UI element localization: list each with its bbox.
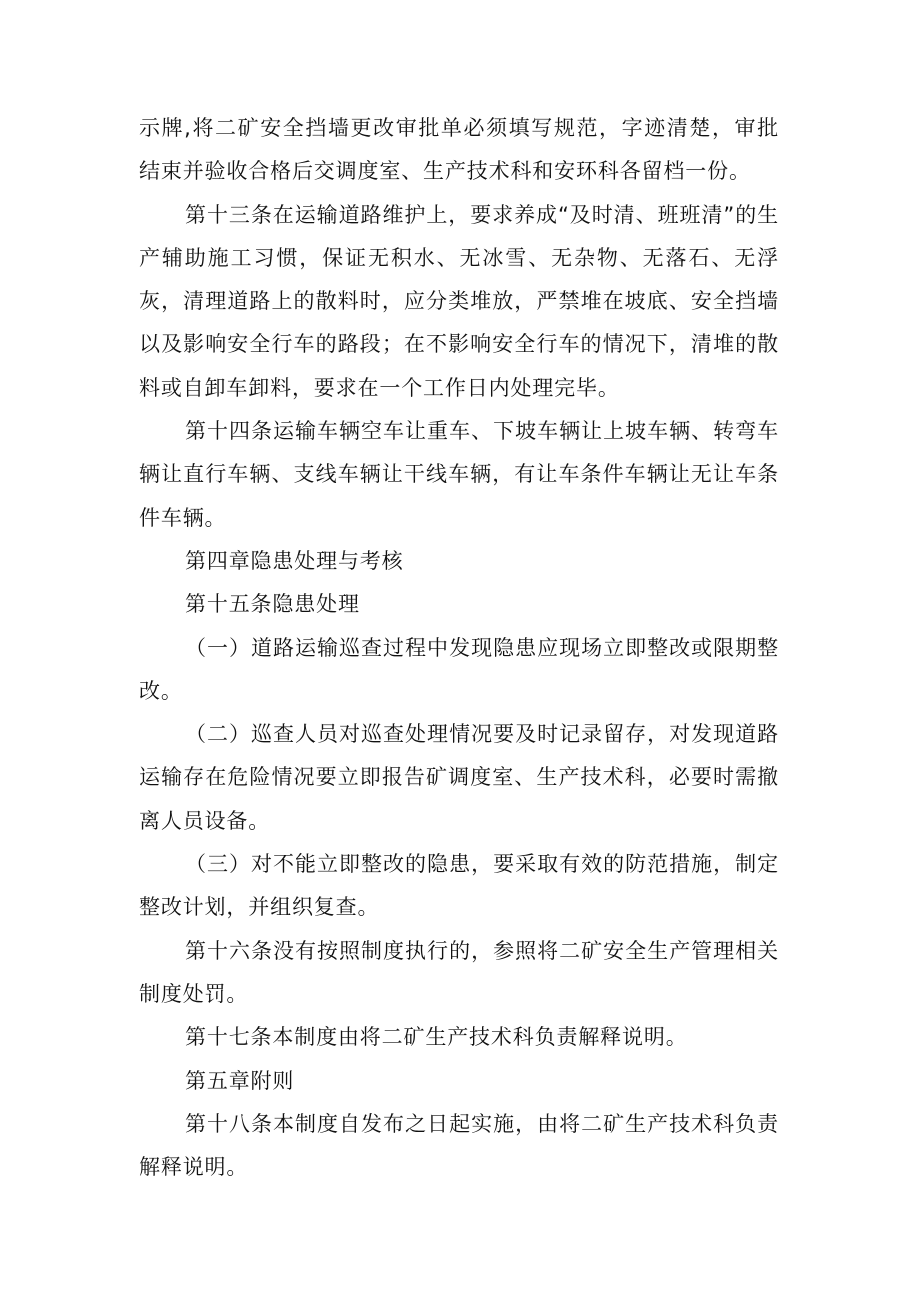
- list-item-2: （二）巡查人员对巡查处理情况要及时记录留存，对发现道路运输存在危险情况要立即报告矿调度室、生产技术科，必要时需撤离人员设备。: [139, 722, 779, 833]
- list-item-3: （三）对不能立即整改的隐患，要采取有效的防范措施，制定整改计划，并组织复查。: [139, 852, 779, 920]
- paragraph-article-16: 第十六条没有按照制度执行的，参照将二矿安全生产管理相关制度处罚。: [139, 938, 779, 1006]
- chapter-heading-5: 第五章附则: [185, 1068, 295, 1093]
- document-body: [139, 107, 779, 1189]
- paragraph-article-17: 第十七条本制度由将二矿生产技术科负责解释说明。: [185, 1025, 688, 1050]
- paragraph-continuation: 示牌,将二矿安全挡墙更改审批单必须填写规范，字迹清楚，审批结束并验收合格后交调度室、生产技术科和安环科各留档一份。: [139, 116, 779, 184]
- chapter-heading-4: 第四章隐患处理与考核: [185, 548, 404, 573]
- paragraph-article-15: 第十五条隐患处理: [185, 592, 360, 617]
- list-item-1: （一）道路运输巡查过程中发现隐患应现场立即整改或限期整改。: [139, 635, 779, 703]
- paragraph-article-13: 第十三条在运输道路维护上，要求养成“及时清、班班清”的生产辅助施工习惯，保证无积水、无冰雪、无杂物、无落石、无浮灰，清理道路上的散料时，应分类堆放，严禁堆在坡底、安全挡墙以及影响安全行车的路段；在不影响安全行车的情况下，清堆的散料或自卸车卸料，要求在一个工作日内处理完毕。: [139, 202, 779, 400]
- paragraph-article-18: 第十八条本制度自发布之日起实施，由将二矿生产技术科负责解释说明。: [139, 1111, 779, 1180]
- paragraph-article-14: 第十四条运输车辆空车让重车、下坡车辆让上坡车辆、转弯车辆让直行车辆、支线车辆让干线车辆，有让车条件车辆让无让车条件车辆。: [139, 419, 779, 530]
